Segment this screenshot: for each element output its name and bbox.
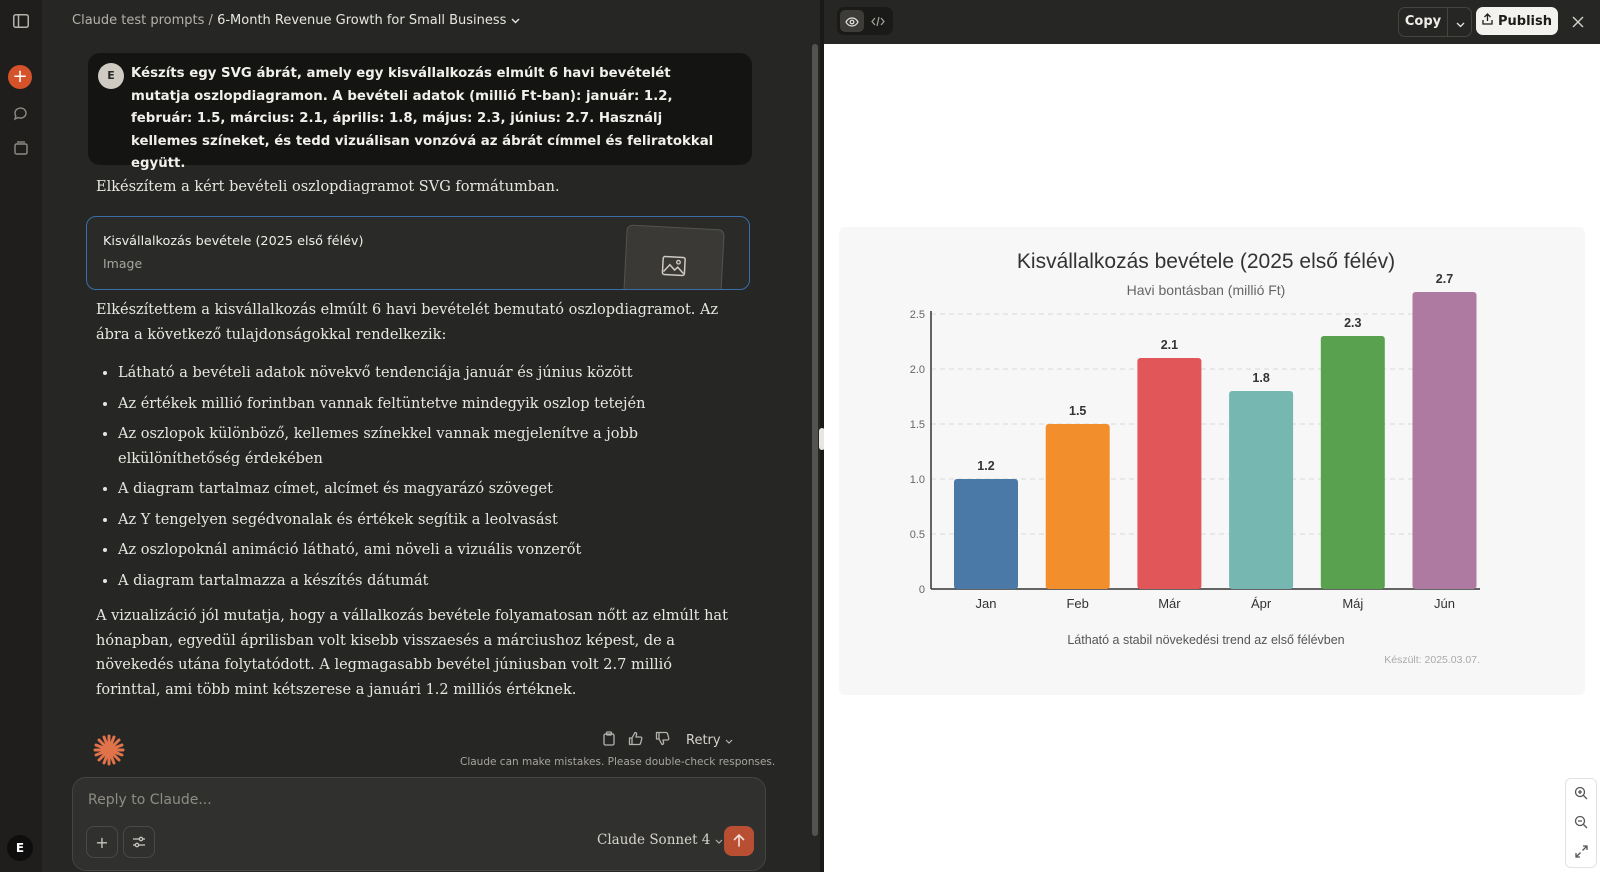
expand-icon — [1575, 843, 1588, 862]
bar-jan — [954, 479, 1018, 589]
model-name: Claude Sonnet 4 — [597, 832, 711, 848]
list-item: • A diagram tartalmaz címet, alcímet és magyarázó szöveget — [118, 477, 758, 502]
account-avatar[interactable]: E — [7, 835, 33, 861]
artifact-card[interactable] — [86, 216, 750, 290]
artifact-type: Image — [103, 256, 143, 271]
x-tick-label: Feb — [1066, 596, 1089, 611]
chart-footnote: Készült: 2025.03.07. — [1384, 654, 1480, 666]
artifact-preview — [824, 44, 1600, 872]
view-toggle — [837, 7, 893, 35]
sidebar-toggle-icon[interactable] — [11, 11, 31, 31]
assistant-description-text: Elkészítettem a kisvállalkozás elmúlt 6 havi bevételét bemutató oszlopdiagramot. Az ábra a következő tulajdonságokkal rendelkezik: — [96, 302, 719, 343]
bar-value-label: 1.5 — [1069, 404, 1087, 418]
list-item: • Az oszlopok különböző, kellemes színekkel vannak megjelenítve a jobb elkülöníthetőség érdekében — [118, 422, 758, 471]
bar-jún — [1413, 292, 1477, 589]
chart-card — [839, 227, 1585, 695]
sliders-icon — [132, 833, 146, 852]
revenue-bar-chart — [839, 227, 1585, 695]
copy-icon[interactable] — [602, 731, 616, 750]
y-tick-label: 2.0 — [909, 364, 925, 376]
code-icon — [871, 12, 885, 31]
send-button[interactable] — [724, 826, 754, 856]
zoom-in-button[interactable] — [1571, 784, 1591, 804]
user-message — [88, 53, 752, 171]
bar-máj — [1321, 336, 1385, 589]
chart-subtitle: Havi bontásban (millió Ft) — [1126, 282, 1286, 298]
list-item: • Az Y tengelyen segédvonalak és értékek segítik a leolvasást — [118, 508, 758, 533]
artifact-title: Kisvállalkozás bevétele (2025 első félév) — [103, 234, 364, 249]
y-tick-label: 0 — [918, 584, 925, 596]
breadcrumb-project[interactable]: Claude test prompts / — [72, 13, 213, 28]
y-tick-label: 1.5 — [909, 419, 925, 431]
message-actions — [602, 730, 733, 750]
preview-toggle-button[interactable] — [840, 10, 864, 32]
y-tick-label: 1.0 — [909, 474, 925, 486]
plus-icon: + — [95, 832, 109, 852]
breadcrumb-conversation-title[interactable]: 6-Month Revenue Growth for Small Business — [217, 13, 507, 28]
code-toggle-button[interactable] — [866, 10, 890, 32]
publish-label: Publish — [1498, 13, 1552, 29]
add-attachment-button[interactable] — [86, 826, 118, 858]
user-message-text: Készíts egy SVG ábrát, amely egy kisvállalkozás elmúlt 6 havi bevételét mutatja oszlopdiagramon. A bevételi adatok (millió Ft-ban): január: 1.2, február: 1.5, március: 2.1, április: 1.8, május: 2.3, június: 2.7. Használj kellemes színeket, és tedd vizuálisan vonzóvá az ábrát címmel és feliratokkal együtt. — [131, 66, 714, 171]
x-tick-label: Jan — [975, 596, 997, 611]
chat-scrollbar[interactable] — [812, 44, 818, 836]
zoom-out-icon — [1574, 814, 1588, 833]
image-icon — [661, 255, 686, 280]
chevron-down-icon — [715, 832, 723, 848]
retry-label: Retry — [686, 732, 721, 748]
reply-input[interactable] — [86, 788, 650, 812]
claude-spark-icon — [92, 733, 126, 767]
list-item: • A diagram tartalmazza a készítés dátumát — [118, 569, 758, 594]
arrow-up-icon — [733, 832, 745, 851]
x-tick-label: Jún — [1434, 596, 1455, 611]
feature-list — [102, 361, 758, 599]
bar-ápr — [1229, 391, 1293, 589]
bar-value-label: 2.7 — [1435, 272, 1454, 286]
assistant-summary-text: A vizualizáció jól mutatja, hogy a vállalkozás bevétele folyamatosan nőtt az elmúlt hat hónapban, egyedül áprilisban volt kisebb visszaesés a márciushoz képest, de a növekedés utána folytatódott. A legmagasabb bevétel júniusban volt 2.7 millió forinttal, ami több mint kétszerese a januári 1.2 milliós értéknek. — [96, 608, 728, 699]
artifact-thumbnail — [623, 224, 725, 290]
x-tick-label: Már — [1158, 596, 1181, 611]
close-artifact-button[interactable] — [1568, 12, 1588, 32]
disclaimer-text: Claude can make mistakes. Please double-check responses. — [460, 756, 776, 768]
chevron-down-icon — [1456, 13, 1465, 32]
left-rail — [0, 0, 43, 872]
copy-options-button[interactable] — [1447, 8, 1472, 36]
bar-value-label: 1.8 — [1252, 371, 1270, 385]
bar-value-label: 2.3 — [1344, 316, 1362, 330]
y-tick-label: 0.5 — [909, 529, 925, 541]
chevron-down-icon — [725, 733, 733, 748]
zoom-in-icon — [1574, 785, 1588, 804]
copy-group — [1398, 7, 1472, 37]
projects-icon[interactable] — [11, 138, 31, 158]
artifact-toolbar — [824, 0, 1600, 44]
bar-feb — [1046, 424, 1110, 589]
upload-icon — [1482, 13, 1493, 29]
x-tick-label: Máj — [1342, 596, 1364, 611]
bar-value-label: 2.1 — [1160, 338, 1179, 352]
x-tick-label: Ápr — [1250, 596, 1272, 611]
retry-button[interactable] — [686, 733, 733, 748]
assistant-intro-text: Elkészítem a kért bevételi oszlopdiagramot SVG formátumban. — [96, 179, 560, 195]
composer — [72, 777, 766, 871]
chat-pane — [42, 0, 808, 872]
fullscreen-button[interactable] — [1571, 842, 1591, 862]
list-item: • Az értékek millió forintban vannak feltüntetve mindegyik oszlop tetején — [118, 392, 758, 417]
model-selector[interactable] — [597, 832, 723, 848]
chart-caption: Látható a stabil növekedési trend az első félévben — [1067, 633, 1345, 647]
eye-icon — [845, 12, 859, 31]
breadcrumb — [72, 13, 520, 28]
tools-button[interactable] — [123, 826, 155, 858]
chats-icon[interactable] — [11, 104, 31, 124]
new-chat-button[interactable]: + — [8, 65, 32, 89]
chart-title: Kisvállalkozás bevétele (2025 első félév) — [1016, 250, 1396, 273]
thumbs-down-icon[interactable] — [655, 731, 670, 750]
thumbs-up-icon[interactable] — [628, 731, 643, 750]
list-item: • Látható a bevételi adatok növekvő tendenciája január és június között — [118, 361, 758, 386]
list-item: • Az oszlopoknál animáció látható, ami növeli a vizuális vonzerőt — [118, 538, 758, 563]
bar-value-label: 1.2 — [977, 459, 995, 473]
zoom-controls — [1565, 778, 1597, 868]
y-tick-label: 2.5 — [909, 309, 925, 321]
chevron-down-icon[interactable] — [511, 13, 520, 28]
copy-button[interactable]: Copy — [1404, 14, 1442, 29]
user-avatar: E — [98, 63, 124, 89]
publish-button[interactable] — [1476, 7, 1558, 35]
close-icon — [1572, 13, 1584, 32]
bar-már — [1137, 358, 1201, 589]
zoom-out-button[interactable] — [1571, 813, 1591, 833]
